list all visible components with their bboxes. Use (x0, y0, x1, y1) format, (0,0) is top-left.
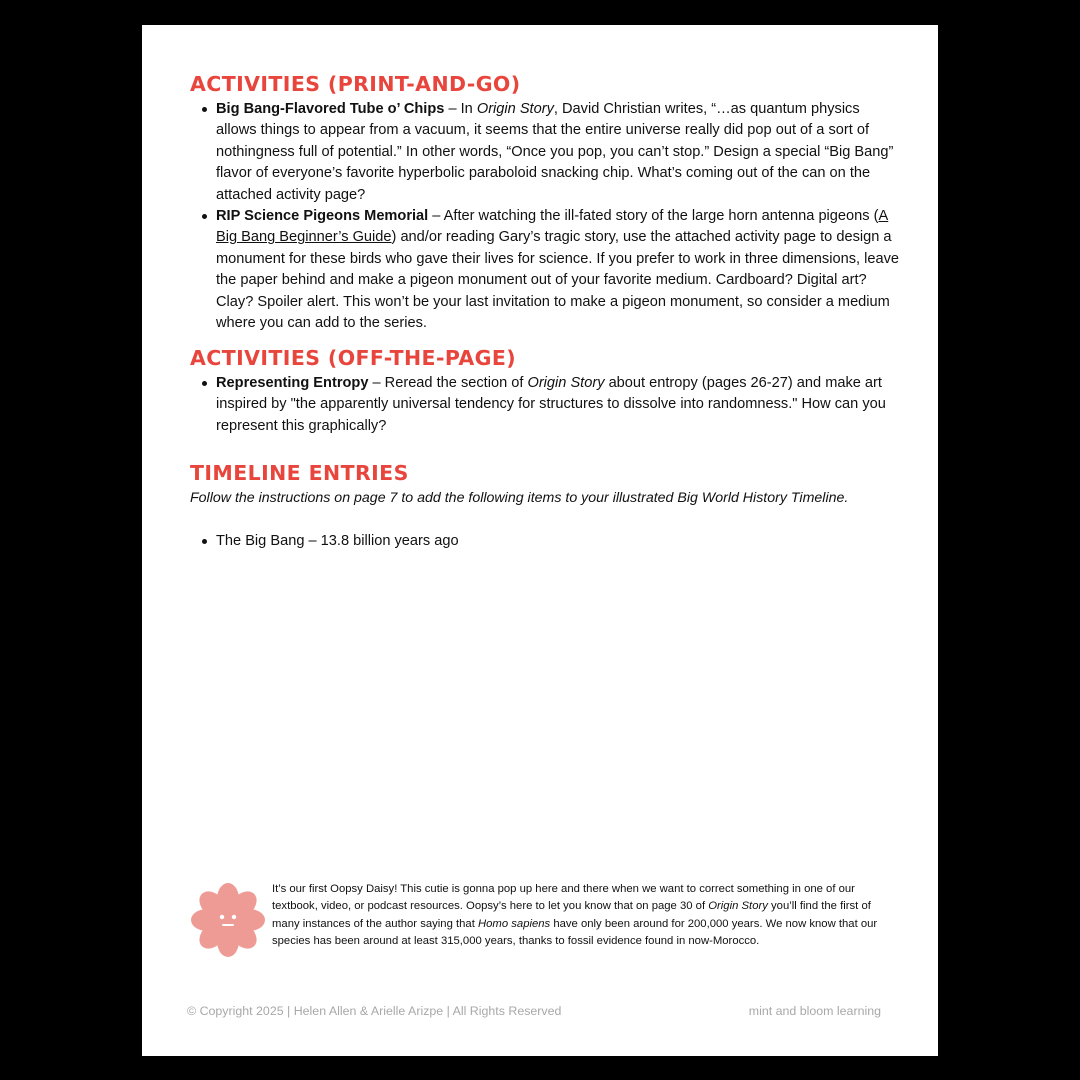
book-title: Origin Story (527, 375, 605, 391)
flower-left-eye (220, 915, 224, 919)
list-item-representing-entropy (190, 373, 900, 437)
note-text: It’s our first Oopsy Daisy! This cutie is gonna pop up here and there when we want to correct something in one of our textbook, video, or podcast resources. Oopsy’s here to let you know that on page 30 of (272, 883, 855, 913)
activity-text: – In (444, 101, 477, 117)
activity-text: about entropy (pages 26-27) and make art inspired by "the apparently universal tendency for structures to dissolve into randomness." How can you represent this graphically? (216, 375, 886, 434)
note-text: you’ll find the first of many instances of the author saying that (272, 900, 871, 930)
list-item-big-bang: The Big Bang – 13.8 billion years ago (190, 531, 900, 552)
list-item-tube-of-chips (190, 99, 900, 206)
print-and-go-list (190, 99, 900, 334)
activity-text: – After watching the ill-fated story of the large horn antenna pigeons ( (428, 208, 879, 225)
list-item-pigeons-memorial (190, 206, 900, 334)
oopsy-daisy-flower-icon (188, 880, 268, 960)
book-title: Origin Story (708, 900, 768, 913)
brand-name: mint and bloom learning (748, 1004, 881, 1018)
book-title: Origin Story (476, 101, 554, 117)
big-bang-guide-link[interactable]: A Big Bang Beginner’s Guide (216, 208, 889, 246)
species-name: Homo sapiens (477, 917, 551, 930)
activity-text: – Reread the section of (368, 375, 528, 391)
flower-center (210, 902, 246, 938)
off-the-page-list (190, 373, 900, 437)
activity-text: ) and/or reading Gary’s tragic story, use the attached activity page to design a monument for these birds who gave their lives for science. If you prefer to work in three dimensions, leave the paper behind and make a pigeon monument out of your favorite medium. Cardboard? Digital art? Clay? Spoiler alert. This won’t be your last invitation to make a pigeon monument, so consider a medium where you can add to the series. (216, 229, 899, 332)
activity-title: RIP Science Pigeons Memorial (216, 208, 429, 225)
timeline-list (190, 531, 900, 552)
activity-text: , David Christian writes, “…as quantum physics allows things to appear from a vacuum, it seems that the entire universe really did pop out of a sort of nothingness full of potential.” In other words, “Once you pop, you can’t stop.” Design a special “Big Bang” flavor of everyone’s favorite hyperbolic paraboloid snacking chip. What’s coming out of the can on the attached activity page? (216, 101, 894, 203)
flower-right-eye (232, 915, 236, 919)
note-text: have only been around for 200,000 years. We now know that our species has been around at least 315,000 years, thanks to fossil evidence found in now-Morocco. (272, 917, 878, 947)
oopsy-daisy-note (272, 881, 897, 950)
activity-title: Representing Entropy (216, 375, 369, 391)
print-and-go-heading: ACTIVITIES (PRINT-AND-GO) (190, 72, 521, 96)
timeline-heading: TIMELINE ENTRIES (190, 461, 409, 485)
copyright-notice: © Copyright 2025 | Helen Allen & Arielle Arizpe | All Rights Reserved (187, 1004, 562, 1018)
off-the-page-heading: ACTIVITIES (OFF-THE-PAGE) (190, 346, 517, 370)
timeline-instructions: Follow the instructions on page 7 to add the following items to your illustrated Big World History Timeline. (190, 490, 849, 506)
activity-title: Big Bang-Flavored Tube o’ Chips (216, 101, 445, 117)
document-page (142, 25, 938, 1056)
